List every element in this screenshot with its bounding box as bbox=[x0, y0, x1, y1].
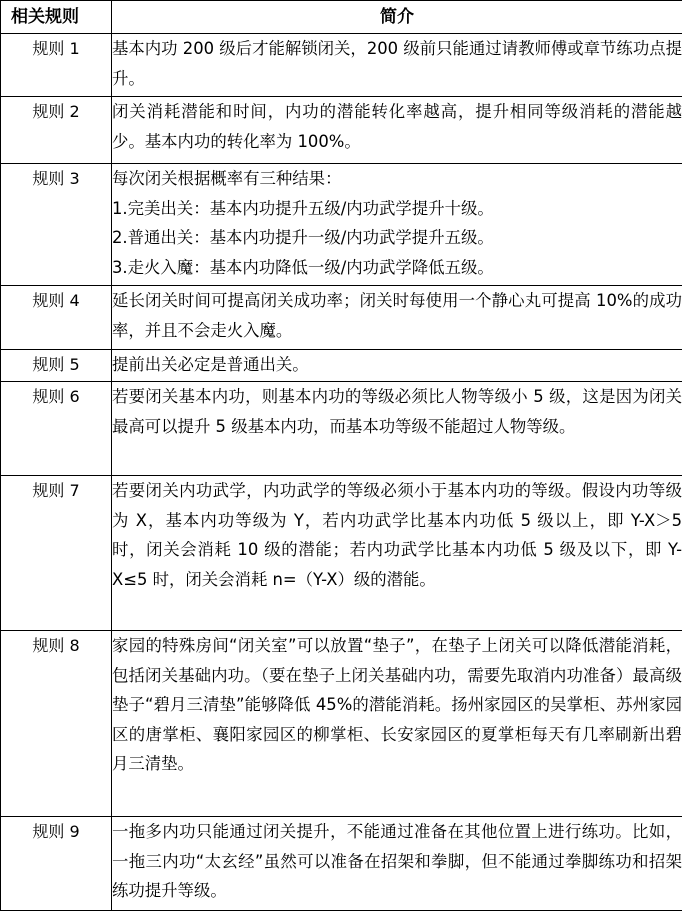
header-rule: 相关规则 bbox=[1, 1, 112, 34]
rule-description: 一拖多内功只能通过闭关提升，不能通过准备在其他位置上进行练功。比如，一拖三内功“太玄经”虽然可以准备在招架和拳脚，但不能通过拳脚练功和招架练功提升等级。 bbox=[112, 817, 682, 911]
table-row bbox=[1, 631, 682, 817]
table-row bbox=[1, 350, 682, 382]
table-row bbox=[1, 286, 682, 350]
rule-description: 闭关消耗潜能和时间，内功的潜能转化率越高，提升相同等级消耗的潜能越少。基本内功的转化率为 100%。 bbox=[112, 97, 682, 164]
header-description: 简介 bbox=[112, 1, 682, 34]
header-row bbox=[1, 1, 682, 34]
rule-name: 规则 8 bbox=[1, 631, 112, 817]
rule-name: 规则 9 bbox=[1, 817, 112, 911]
rule-description: 提前出关必定是普通出关。 bbox=[112, 350, 682, 382]
rule-name: 规则 5 bbox=[1, 350, 112, 382]
rule-line: 3.走火入魔：基本内功降低一级/内功武学降低五级。 bbox=[112, 257, 494, 277]
rule-line: 每次闭关根据概率有三种结果： bbox=[112, 169, 342, 188]
rule-description: 基本内功 200 级后才能解锁闭关，200 级前只能通过请教师傅或章节练功点提升。 bbox=[112, 34, 682, 97]
table-row bbox=[1, 382, 682, 476]
rule-description: 若要闭关内功武学，内功武学的等级必须小于基本内功的等级。假设内功等级为 X，基本内功等级为 Y，若内功武学比基本内功低 5 级以上，即 Y-X＞5 时，闭关会消耗 10 级的潜能；若内功武学比基本内功低 5 级及以下，即 Y-X≤5 时，闭关会消耗 n=（Y-X）级的潜能。 bbox=[112, 476, 682, 631]
rule-name: 规则 4 bbox=[1, 286, 112, 350]
rule-name: 规则 6 bbox=[1, 382, 112, 476]
rule-name: 规则 7 bbox=[1, 476, 112, 631]
rule-description: 家园的特殊房间“闭关室”可以放置“垫子”，在垫子上闭关可以降低潜能消耗，包括闭关基础内功。（要在垫子上闭关基础内功，需要先取消内功准备）最高级垫子“碧月三清垫”能够降低 45%的潜能消耗。扬州家园区的吴掌柜、苏州家园区的唐掌柜、襄阳家园区的柳掌柜、长安家园区的夏掌柜每天有几率刷新出碧月三清垫。 bbox=[112, 631, 682, 817]
rule-line: 2.普通出关：基本内功提升一级/内功武学提升五级。 bbox=[112, 228, 494, 247]
table-row bbox=[1, 97, 682, 164]
table-row bbox=[1, 817, 682, 911]
rule-description: 若要闭关基本内功，则基本内功的等级必须比人物等级小 5 级，这是因为闭关最高可以提升 5 级基本内功，而基本功等级不能超过人物等级。 bbox=[112, 382, 682, 476]
table-row bbox=[1, 476, 682, 631]
rule-description: 延长闭关时间可提高闭关成功率；闭关时每使用一个静心丸可提高 10%的成功率，并且不会走火入魔。 bbox=[112, 286, 682, 350]
rule-name: 规则 3 bbox=[1, 164, 112, 286]
rule-description bbox=[112, 164, 682, 286]
table-row bbox=[1, 34, 682, 97]
rule-name: 规则 2 bbox=[1, 97, 112, 164]
table-row bbox=[1, 164, 682, 286]
rule-line: 1.完美出关：基本内功提升五级/内功武学提升十级。 bbox=[112, 198, 494, 218]
rule-name: 规则 1 bbox=[1, 34, 112, 97]
